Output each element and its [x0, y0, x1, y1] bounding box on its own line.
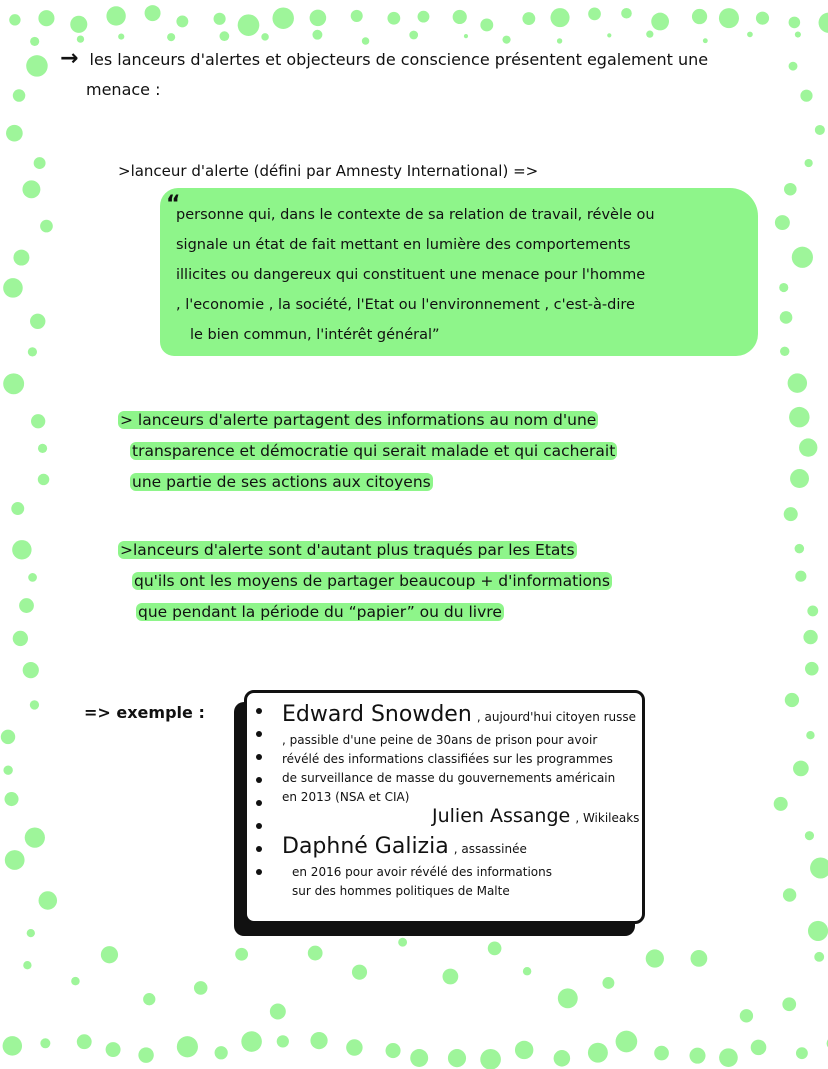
decor-dot: [118, 34, 124, 40]
decor-dot: [277, 1035, 289, 1047]
decor-dot: [23, 662, 39, 678]
decor-dot: [40, 220, 53, 233]
decor-dot: [270, 1004, 286, 1020]
decor-dot: [13, 631, 28, 646]
decor-dot: [692, 9, 707, 24]
decor-dot: [654, 1046, 669, 1061]
decor-dot: [106, 1042, 121, 1057]
decor-dot: [387, 12, 400, 25]
decor-dot: [780, 347, 789, 356]
decor-dot: [106, 6, 125, 25]
decor-dot: [26, 55, 48, 77]
decor-dot: [351, 10, 363, 22]
snowden-tail: , aujourd'hui citoyen russe: [476, 710, 637, 724]
decor-dot: [792, 247, 813, 268]
section2-line: transparence et démocratie qui serait malade et qui cacherait: [132, 442, 616, 460]
bullet-dot: [256, 731, 262, 737]
decor-dot: [38, 474, 49, 485]
decor-dot: [515, 1041, 533, 1059]
decor-dot: [790, 469, 809, 488]
decor-dot: [784, 507, 798, 521]
decor-dot: [789, 407, 809, 427]
decor-dot: [310, 1032, 327, 1049]
decor-dot: [550, 8, 569, 27]
decor-dot: [557, 38, 562, 43]
decor-dot: [77, 35, 84, 42]
section3-line: >lanceurs d'alerte sont d'autant plus traqués par les Etats: [120, 541, 575, 559]
decor-dot: [261, 33, 269, 41]
decor-dot: [346, 1039, 362, 1055]
example-content: [282, 700, 640, 901]
decor-dot: [805, 159, 813, 167]
decor-dot: [5, 850, 25, 870]
decor-dot: [523, 967, 531, 975]
decor-dot: [646, 31, 653, 38]
definition-quote: [166, 192, 760, 350]
example-label: => exemple :: [84, 703, 205, 722]
decor-dot: [30, 37, 39, 46]
decor-dot: [31, 414, 45, 428]
section2-paragraph: [118, 405, 617, 498]
decor-dot: [235, 948, 248, 961]
decor-dot: [789, 62, 798, 71]
section3-paragraph: [118, 535, 612, 628]
bullet-dot: [256, 800, 262, 806]
decor-dot: [651, 13, 669, 31]
decor-dot: [28, 573, 37, 582]
decor-dot: [38, 444, 47, 453]
decor-dot: [71, 977, 79, 985]
bullet-dot: [256, 708, 262, 714]
snowden-line: révélé des informations classifiées sur les programmes: [282, 752, 613, 766]
assange-tail: , Wikileaks: [575, 811, 640, 825]
decor-dot: [719, 8, 739, 28]
decor-dot: [602, 977, 614, 989]
decor-dot: [795, 31, 801, 37]
bullet-dot: [256, 754, 262, 760]
section3-line: que pendant la période du “papier” ou du livre: [138, 603, 502, 621]
section2-line: une partie de ses actions aux citoyens: [132, 473, 431, 491]
decor-dot: [588, 8, 601, 21]
decor-dot: [238, 14, 260, 36]
galizia-line: en 2016 pour avoir révélé des informations: [292, 865, 552, 879]
decor-dot: [796, 1047, 808, 1059]
quote-line: illicites ou dangereux qui constituent une menace pour l'homme: [176, 267, 646, 283]
quote-line: personne qui, dans le contexte de sa relation de travail, révèle ou: [176, 207, 655, 223]
decor-dot: [30, 700, 39, 709]
decor-dot: [784, 183, 797, 196]
decor-dot: [145, 5, 161, 21]
decor-dot: [11, 502, 24, 515]
quote-line: , l'economie , la société, l'Etat ou l'environnement , c'est-à-dire: [176, 297, 635, 313]
decor-dot: [443, 969, 459, 985]
decor-dot: [9, 14, 20, 25]
bullet-dot: [256, 869, 262, 875]
decor-dot: [554, 1050, 571, 1067]
decor-dot: [312, 30, 322, 40]
decor-dot: [488, 942, 502, 956]
snowden-name: Edward Snowden: [282, 702, 472, 727]
decor-dot: [308, 946, 323, 961]
decor-dot: [793, 761, 809, 777]
decor-dot: [28, 347, 37, 356]
decor-dot: [783, 888, 796, 901]
decor-dot: [689, 1048, 705, 1064]
decor-dot: [410, 1049, 428, 1067]
galizia-tail: , assassinée: [453, 842, 527, 856]
decor-dot: [805, 662, 819, 676]
decor-dot: [1, 730, 15, 744]
decor-dot: [522, 12, 535, 25]
decor-dot: [719, 1048, 738, 1067]
decor-dot: [3, 1036, 22, 1055]
decor-dot: [13, 250, 29, 266]
decor-dot: [480, 19, 493, 32]
decor-dot: [448, 1049, 466, 1067]
decor-dot: [6, 125, 23, 142]
decor-dot: [646, 949, 664, 967]
decor-dot: [13, 89, 25, 101]
decor-dot: [70, 16, 87, 33]
bullet-dot: [256, 823, 262, 829]
decor-dot: [751, 1040, 767, 1056]
decor-dot: [814, 952, 824, 962]
decor-dot: [616, 1031, 638, 1053]
decor-dot: [756, 12, 769, 25]
intro-paragraph: [60, 44, 780, 105]
decor-dot: [3, 278, 23, 298]
decor-dot: [177, 1036, 198, 1057]
decor-dot: [418, 11, 430, 23]
decor-dot: [703, 38, 708, 43]
decor-dot: [23, 961, 31, 969]
decor-dot: [782, 997, 796, 1011]
decor-dot: [480, 1049, 501, 1069]
decor-dot: [3, 373, 24, 394]
decor-dot: [803, 630, 817, 644]
decor-dot: [740, 1009, 753, 1022]
decor-dot: [775, 215, 790, 230]
decor-dot: [5, 792, 19, 806]
decor-dot: [176, 15, 188, 27]
section2-line: > lanceurs d'alerte partagent des informations au nom d'une: [120, 411, 597, 429]
decor-dot: [22, 180, 40, 198]
decor-dot: [779, 283, 788, 292]
decor-dot: [502, 36, 510, 44]
decor-dot: [214, 13, 226, 25]
decor-dot: [780, 311, 793, 324]
decor-dot: [747, 32, 753, 38]
decor-dot: [143, 993, 155, 1005]
decor-dot: [3, 765, 12, 774]
decor-dot: [220, 31, 230, 41]
decor-dot: [30, 314, 45, 329]
section3-line: qu'ils ont les moyens de partager beaucoup + d'informations: [134, 572, 610, 590]
decor-dot: [194, 981, 208, 995]
decor-dot: [588, 1043, 608, 1063]
decor-dot: [409, 31, 418, 40]
decor-dot: [272, 7, 293, 28]
decor-dot: [241, 1031, 262, 1052]
decor-dot: [805, 831, 814, 840]
decor-dot: [806, 731, 814, 739]
quote-line: signale un état de fait mettant en lumière des comportements: [176, 237, 631, 253]
decor-dot: [77, 1034, 92, 1049]
quote-line: le bien commun, l'intérêt général”: [190, 327, 440, 343]
bullet-dot: [256, 846, 262, 852]
decor-dot: [558, 988, 578, 1008]
decor-dot: [34, 157, 46, 169]
decor-dot: [464, 34, 468, 38]
decor-dot: [815, 125, 825, 135]
decor-dot: [795, 571, 806, 582]
decor-dot: [12, 540, 31, 559]
decor-dot: [386, 1043, 401, 1058]
decor-dot: [807, 606, 818, 617]
decor-dot: [607, 33, 611, 37]
decor-dot: [398, 938, 407, 947]
decor-dot: [795, 544, 804, 553]
decor-dot: [810, 857, 828, 878]
decor-dot: [101, 946, 118, 963]
decor-dot: [25, 827, 45, 847]
galizia-line: sur des hommes politiques de Malte: [292, 884, 510, 898]
decor-dot: [38, 10, 54, 26]
decor-dot: [310, 10, 327, 27]
galizia-name: Daphné Galizia: [282, 834, 449, 859]
decor-dot: [39, 891, 58, 910]
decor-dot: [352, 965, 367, 980]
snowden-line: , passible d'une peine de 30ans de prison pour avoir: [282, 733, 598, 747]
decor-dot: [808, 921, 828, 941]
snowden-line: de surveillance de masse du gouvernements américain: [282, 771, 616, 785]
decor-dot: [19, 598, 34, 613]
decor-dot: [800, 90, 812, 102]
intro-line-2: menace :: [86, 80, 161, 99]
bullet-dot: [256, 777, 262, 783]
bullet-list: [256, 708, 262, 892]
decor-dot: [27, 929, 35, 937]
intro-line-1: les lanceurs d'alertes et objecteurs de conscience présentent egalement une: [89, 50, 709, 69]
decor-dot: [453, 10, 467, 24]
decor-dot: [167, 33, 175, 41]
decor-dot: [785, 693, 799, 707]
decor-dot: [788, 373, 807, 392]
quote-mark: “: [166, 192, 181, 217]
decor-dot: [690, 950, 707, 967]
decor-dot: [40, 1038, 50, 1048]
decor-dot: [215, 1046, 228, 1059]
decor-dot: [799, 438, 817, 456]
assange-name: Julien Assange: [432, 805, 571, 827]
decor-dot: [789, 17, 801, 29]
decor-dot: [774, 797, 788, 811]
decor-dot: [621, 8, 632, 19]
decor-dot: [138, 1047, 153, 1062]
snowden-line: en 2013 (NSA et CIA): [282, 790, 410, 804]
arrow-icon: →: [60, 46, 79, 71]
decor-dot: [819, 13, 828, 33]
section1-heading: >lanceur d'alerte (défini par Amnesty International) =>: [118, 162, 539, 180]
